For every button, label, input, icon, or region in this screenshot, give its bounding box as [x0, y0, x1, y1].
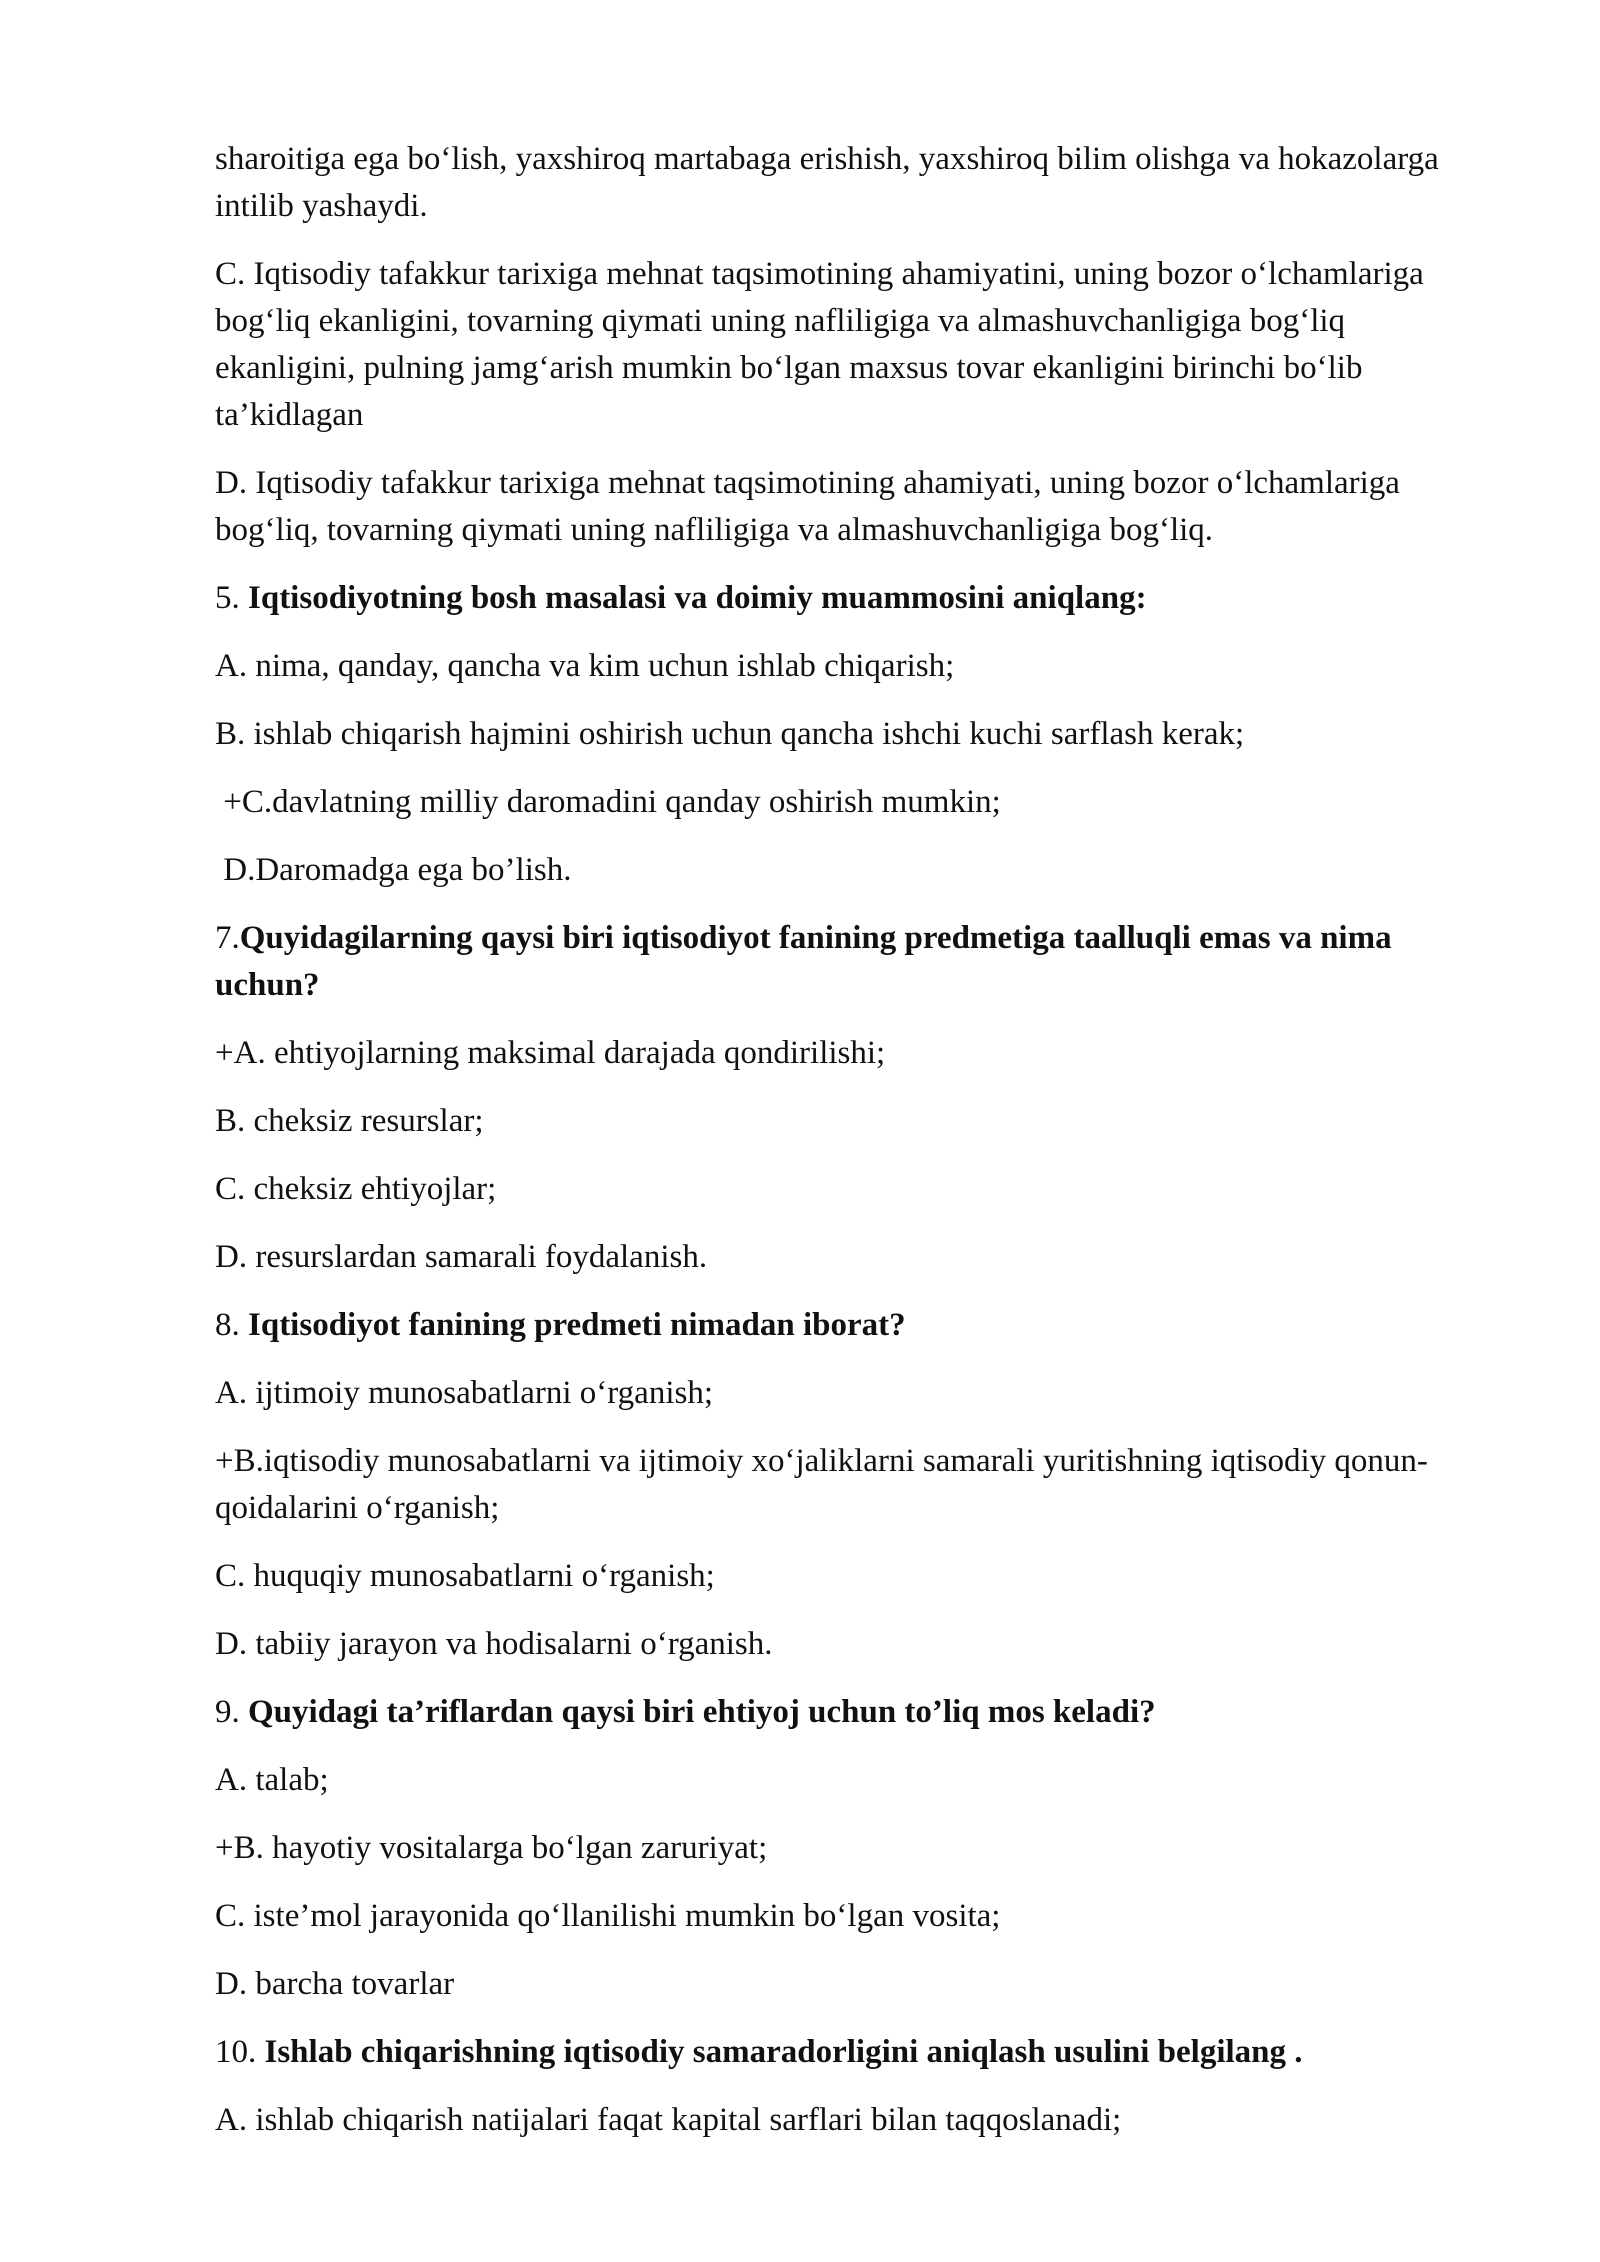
question-text: Quyidagilarning qaysi biri iqtisodiyot fanining predmetiga taalluqli emas va nima uchun?: [215, 920, 1392, 1003]
option-b: +B. hayotiy vositalarga bo‘lgan zaruriyat;: [215, 1830, 768, 1866]
option-a: +A. ehtiyojlarning maksimal darajada qondirilishi;: [215, 1035, 886, 1071]
option-a: A. talab;: [215, 1762, 329, 1798]
question-number: 5.: [215, 580, 248, 616]
option-d: D. barcha tovarlar: [215, 1966, 455, 2002]
question-text: Iqtisodiyot fanining predmeti nimadan iborat?: [248, 1307, 906, 1343]
option-a: A. ijtimoiy munosabatlarni o‘rganish;: [215, 1375, 713, 1411]
option-b: B. ishlab chiqarish hajmini oshirish uchun qancha ishchi kuchi sarflash kerak;: [215, 716, 1245, 752]
question-9: [215, 1689, 1490, 1736]
document-body: [215, 136, 1490, 2165]
question-7: [215, 915, 1490, 1009]
option-c: C. cheksiz ehtiyojlar;: [215, 1171, 497, 1207]
paragraph-continuation: sharoitiga ega bo‘lish, yaxshiroq martabaga erishish, yaxshiroq bilim olishga va hokazolarga intilib yashaydi.: [215, 141, 1439, 224]
option-c: C. huquqiy munosabatlarni o‘rganish;: [215, 1558, 715, 1594]
question-number: 7.: [215, 920, 240, 956]
question-text: Iqtisodiyotning bosh masalasi va doimiy muammosini aniqlang:: [248, 580, 1147, 616]
option-d: D. tabiiy jarayon va hodisalarni o‘rganish.: [215, 1626, 773, 1662]
option-d: D.Daromadga ega bo’lish.: [215, 852, 572, 888]
question-number: 10.: [215, 2034, 265, 2070]
question-8: [215, 1302, 1490, 1349]
question-5: [215, 575, 1490, 622]
question-text: Quyidagi ta’riflardan qaysi biri ehtiyoj uchun to’liq mos keladi?: [248, 1694, 1156, 1730]
question-text: Ishlab chiqarishning iqtisodiy samaradorligini aniqlash usulini belgilang .: [264, 2034, 1303, 2070]
option-a: A. ishlab chiqarish natijalari faqat kapital sarflari bilan taqqoslanadi;: [215, 2102, 1122, 2138]
paragraph-option-c: C. Iqtisodiy tafakkur tarixiga mehnat taqsimotining ahamiyatini, uning bozor o‘lchamlariga bog‘liq ekanligini, tovarning qiymati uning nafliligiga va almashuvchanligiga bog‘liq ekanligini, pulning jamg‘arish mumkin bo‘lgan maxsus tovar ekanligini birinchi bo‘lib ta’kidlagan: [215, 256, 1424, 433]
option-b: +B.iqtisodiy munosabatlarni va ijtimoiy xo‘jaliklarni samarali yuritishning iqtisodiy qonun-qoidalarini o‘rganish;: [215, 1443, 1428, 1526]
option-c: +C.davlatning milliy daromadini qanday oshirish mumkin;: [215, 784, 1001, 820]
option-a: A. nima, qanday, qancha va kim uchun ishlab chiqarish;: [215, 648, 955, 684]
option-d: D. resurslardan samarali foydalanish.: [215, 1239, 708, 1275]
option-b: B. cheksiz resurslar;: [215, 1103, 484, 1139]
question-number: 9.: [215, 1694, 248, 1730]
option-c: C. iste’mol jarayonida qo‘llanilishi mumkin bo‘lgan vosita;: [215, 1898, 1001, 1934]
paragraph-option-d: D. Iqtisodiy tafakkur tarixiga mehnat taqsimotining ahamiyati, uning bozor o‘lchamlariga bog‘liq, tovarning qiymati uning nafliligiga va almashuvchanligiga bog‘liq.: [215, 465, 1400, 548]
question-number: 8.: [215, 1307, 248, 1343]
question-10: [215, 2029, 1490, 2076]
